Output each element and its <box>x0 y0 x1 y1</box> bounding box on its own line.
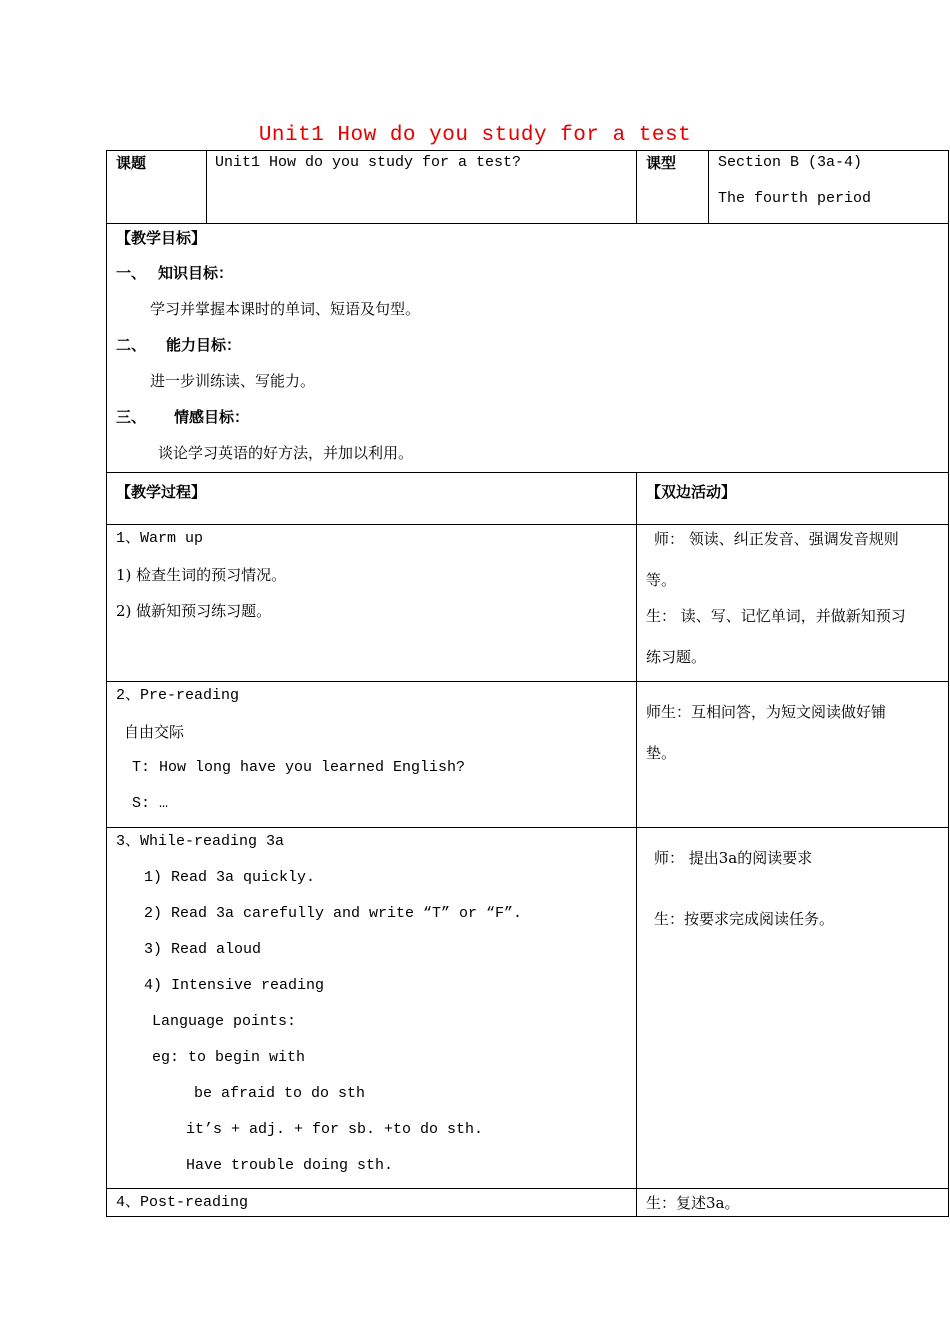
step-line: eg: to begin with <box>152 1049 306 1066</box>
step-line: T: How long have you learned English? <box>132 759 466 776</box>
objective-num: 二、 <box>116 336 147 354</box>
table-divider <box>636 472 637 1217</box>
table-divider <box>106 1188 949 1189</box>
process-heading: 【教学过程】 <box>116 483 207 501</box>
step-line: be afraid to do sth <box>194 1085 366 1102</box>
activity-line: 师生：互相问答，为短文阅读做好铺 <box>646 703 887 721</box>
activity-line: 生：复述3a。 <box>646 1194 740 1212</box>
topic-value: Unit1 How do you study for a test? <box>215 154 522 171</box>
table-border <box>106 150 949 151</box>
table-divider <box>106 827 949 828</box>
activity-line: 垫。 <box>646 744 677 762</box>
activity-line: 师： 提出3a的阅读要求 <box>654 849 813 867</box>
step-title: 2、Pre-reading <box>116 687 240 704</box>
type-label: 课型 <box>646 154 677 172</box>
objective-text: 谈论学习英语的好方法，并加以利用。 <box>158 444 414 462</box>
document-title: Unit1 How do you study for a test <box>258 124 692 147</box>
step-title: 4、Post-reading <box>116 1194 249 1211</box>
objectives-heading: 【教学目标】 <box>116 229 207 247</box>
table-divider <box>206 150 207 224</box>
activity-line: 练习题。 <box>646 648 707 666</box>
table-divider <box>106 472 949 473</box>
table-border <box>106 150 107 1217</box>
step-line: 4) Intensive reading <box>144 977 325 994</box>
step-line: 2) 做新知预习练习题。 <box>116 602 272 620</box>
activity-line: 生： 读、写、记忆单词，并做新知预习 <box>646 607 906 625</box>
objective-text: 学习并掌握本课时的单词、短语及句型。 <box>150 300 421 318</box>
type-value-line2: The fourth period <box>718 190 872 207</box>
objective-num: 一、 <box>116 264 147 282</box>
activity-heading: 【双边活动】 <box>646 483 737 501</box>
objective-num: 三、 <box>116 408 147 426</box>
step-title: 3、While-reading 3a <box>116 833 285 850</box>
objective-text: 进一步训练读、写能力。 <box>150 372 316 390</box>
table-divider <box>106 524 949 525</box>
activity-line: 师： 领读、纠正发音、强调发音规则 <box>654 530 899 548</box>
step-line: 自由交际 <box>124 723 185 741</box>
topic-label: 课题 <box>116 154 147 172</box>
objective-label: 情感目标： <box>174 408 250 426</box>
table-border <box>948 150 949 1217</box>
step-line: Have trouble doing sth. <box>186 1157 394 1174</box>
step-line: it’s + adj. + for sb. +to do sth. <box>186 1121 484 1138</box>
step-line: 1) 检查生词的预习情况。 <box>116 566 287 584</box>
table-divider <box>106 223 949 224</box>
activity-line: 生：按要求完成阅读任务。 <box>654 910 835 928</box>
type-value-line1: Section B (3a-4) <box>718 154 863 171</box>
table-divider <box>106 681 949 682</box>
table-divider <box>708 150 709 224</box>
step-line: 1) Read 3a quickly. <box>144 869 316 886</box>
table-border <box>106 1216 949 1217</box>
step-line: 3) Read aloud <box>144 941 262 958</box>
objective-label: 能力目标： <box>166 336 242 354</box>
table-divider <box>636 150 637 224</box>
activity-line: 等。 <box>646 571 677 589</box>
objective-label: 知识目标： <box>158 264 234 282</box>
step-line: Language points: <box>152 1013 297 1030</box>
step-line: 2) Read 3a carefully and write “T” or “F”. <box>144 905 523 922</box>
step-title: 1、Warm up <box>116 530 204 547</box>
step-line: S: … <box>132 795 169 812</box>
